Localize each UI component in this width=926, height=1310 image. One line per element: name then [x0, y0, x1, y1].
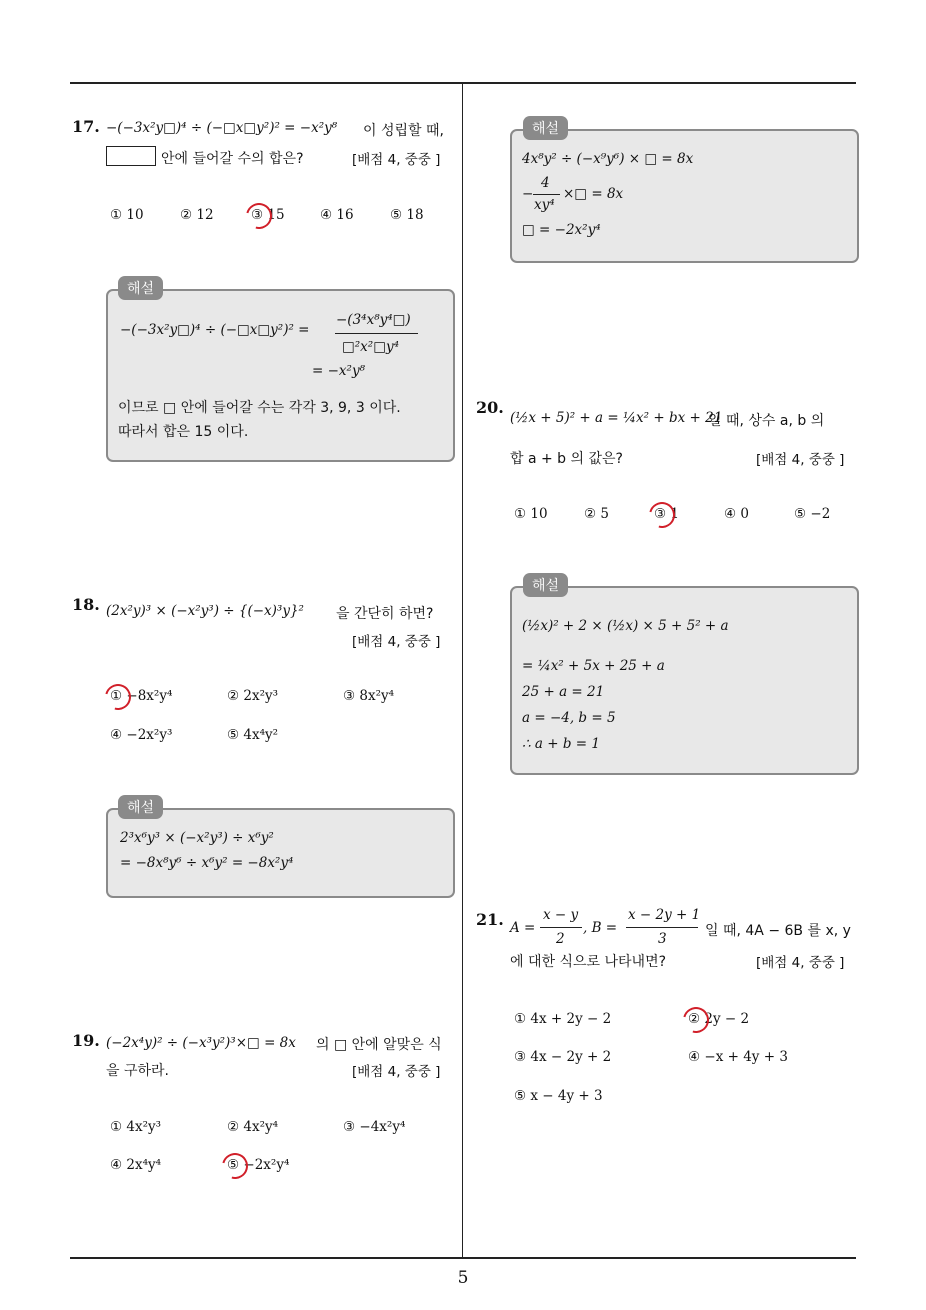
answer-mark	[241, 198, 277, 234]
choice-3[interactable]: ③ 15	[251, 207, 285, 223]
question-text: 에 대한 식으로 나타내면?	[510, 954, 667, 970]
choice-5[interactable]: ⑤ −2x²y⁴	[227, 1157, 290, 1173]
question-text: 일 때, 4A − 6B 를 x, y	[705, 923, 851, 939]
formula-b-denominator: 3	[658, 931, 667, 947]
choice-2[interactable]: ② 5	[584, 506, 609, 522]
solution-text: 이므로 □ 안에 들어갈 수는 각각 3, 9, 3 이다.	[118, 400, 401, 416]
solution-tag: 해설	[523, 116, 568, 140]
answer-mark	[217, 1148, 253, 1184]
choice-4[interactable]: ④ −x + 4y + 3	[688, 1049, 788, 1065]
answer-mark	[678, 1002, 714, 1038]
solution-line: = −8x⁸y⁶ ÷ x⁶y² = −8x²y⁴	[120, 855, 294, 871]
question-number: 19.	[72, 1031, 100, 1050]
solution-numerator: −(3⁴x⁸y⁴□)	[336, 312, 411, 328]
choice-1[interactable]: ① 4x + 2y − 2	[514, 1011, 612, 1027]
question-text: 합 a + b 의 값은?	[510, 451, 623, 467]
answer-mark	[644, 497, 680, 533]
question-meta: [배점 4, 중중 ]	[756, 955, 845, 971]
choice-4[interactable]: ④ −2x²y³	[110, 727, 173, 743]
formula-a-numerator: x − y	[543, 907, 579, 923]
answer-blank-box	[106, 146, 156, 166]
solution-line: ×□ = 8x	[563, 186, 624, 202]
question-formula: (−2x⁴y)² ÷ (−x³y²)³×□ = 8x	[106, 1035, 296, 1051]
formula-b-numerator: x − 2y + 1	[628, 907, 701, 923]
choice-4[interactable]: ④ 2x⁴y⁴	[110, 1157, 162, 1173]
question-formula: −(−3x²y□)⁴ ÷ (−□x□y²)² = −x²y⁸	[106, 120, 338, 136]
question-number: 20.	[476, 398, 504, 417]
formula-b-label: , B =	[583, 920, 618, 936]
choice-3[interactable]: ③ 1	[654, 506, 679, 522]
solution-line: 4x⁸y² ÷ (−x⁹y⁶) × □ = 8x	[522, 151, 694, 167]
solution-numerator: 4	[541, 175, 550, 191]
question-meta: [배점 4, 중중 ]	[352, 152, 441, 168]
question-meta: [배점 4, 중중 ]	[352, 634, 441, 650]
choice-5[interactable]: ⑤ 4x⁴y²	[227, 727, 279, 743]
question-text: 을 간단히 하면?	[336, 606, 434, 622]
choice-5[interactable]: ⑤ x − 4y + 3	[514, 1088, 603, 1104]
question-number: 18.	[72, 595, 100, 614]
page-number: 5	[457, 1268, 469, 1288]
question-text: 안에 들어갈 수의 합은?	[161, 151, 304, 167]
choice-2[interactable]: ② 4x²y⁴	[227, 1119, 279, 1135]
question-text: 이 성립할 때,	[363, 123, 444, 139]
choice-1[interactable]: ① 10	[110, 207, 144, 223]
fraction-bar	[533, 194, 560, 195]
choice-2[interactable]: ② 12	[180, 207, 214, 223]
choice-5[interactable]: ⑤ 18	[390, 207, 424, 223]
solution-tag: 해설	[118, 795, 163, 819]
minus-sign: −	[522, 186, 534, 202]
choice-2[interactable]: ② 2x²y³	[227, 688, 279, 704]
choice-3[interactable]: ③ 8x²y⁴	[343, 688, 395, 704]
fraction-bar	[540, 927, 582, 928]
question-text: 을 구하라.	[106, 1063, 169, 1079]
choice-3[interactable]: ③ −4x²y⁴	[343, 1119, 406, 1135]
choice-5[interactable]: ⑤ −2	[794, 506, 831, 522]
choice-4[interactable]: ④ 0	[724, 506, 749, 522]
solution-line: (½x)² + 2 × (½x) × 5 + 5² + a	[522, 618, 729, 634]
solution-denominator: xy⁴	[534, 197, 555, 213]
column-divider	[462, 83, 463, 1258]
solution-line: = −x²y⁸	[312, 363, 365, 379]
question-meta: [배점 4, 중중 ]	[756, 452, 845, 468]
solution-line: a = −4, b = 5	[522, 710, 616, 726]
choice-4[interactable]: ④ 16	[320, 207, 354, 223]
solution-line: 25 + a = 21	[522, 684, 605, 700]
question-number: 17.	[72, 117, 100, 136]
solution-text: 따라서 합은 15 이다.	[118, 424, 249, 440]
solution-line: □ = −2x²y⁴	[522, 222, 601, 238]
choice-1[interactable]: ① 10	[514, 506, 548, 522]
solution-line: = ¼x² + 5x + 25 + a	[522, 658, 665, 674]
bottom-rule	[70, 1257, 856, 1259]
solution-tag: 해설	[523, 573, 568, 597]
choice-2[interactable]: ② 2y − 2	[688, 1011, 750, 1027]
solution-line: 2³x⁶y³ × (−x²y³) ÷ x⁶y²	[120, 830, 274, 846]
choice-1[interactable]: ① −8x²y⁴	[110, 688, 173, 704]
solution-tag: 해설	[118, 276, 163, 300]
solution-line: −(−3x²y□)⁴ ÷ (−□x□y²)² =	[120, 322, 310, 338]
question-text: 일 때, 상수 a, b 의	[708, 413, 825, 429]
question-number: 21.	[476, 910, 504, 929]
answer-mark	[100, 679, 136, 715]
question-formula: (½x + 5)² + a = ¼x² + bx + 21	[510, 410, 723, 426]
question-meta: [배점 4, 중중 ]	[352, 1064, 441, 1080]
fraction-bar	[626, 927, 698, 928]
formula-a-label: A =	[510, 920, 536, 936]
formula-a-denominator: 2	[556, 931, 565, 947]
solution-box	[106, 808, 455, 898]
choice-3[interactable]: ③ 4x − 2y + 2	[514, 1049, 612, 1065]
choice-1[interactable]: ① 4x²y³	[110, 1119, 162, 1135]
question-text: 의 □ 안에 알맞은 식	[316, 1037, 442, 1053]
fraction-bar	[335, 333, 418, 334]
solution-line: ∴ a + b = 1	[522, 736, 600, 752]
top-rule	[70, 82, 856, 84]
question-formula: (2x²y)³ × (−x²y³) ÷ {(−x)³y}²	[106, 603, 304, 619]
solution-denominator: □²x²□y⁴	[342, 339, 399, 355]
